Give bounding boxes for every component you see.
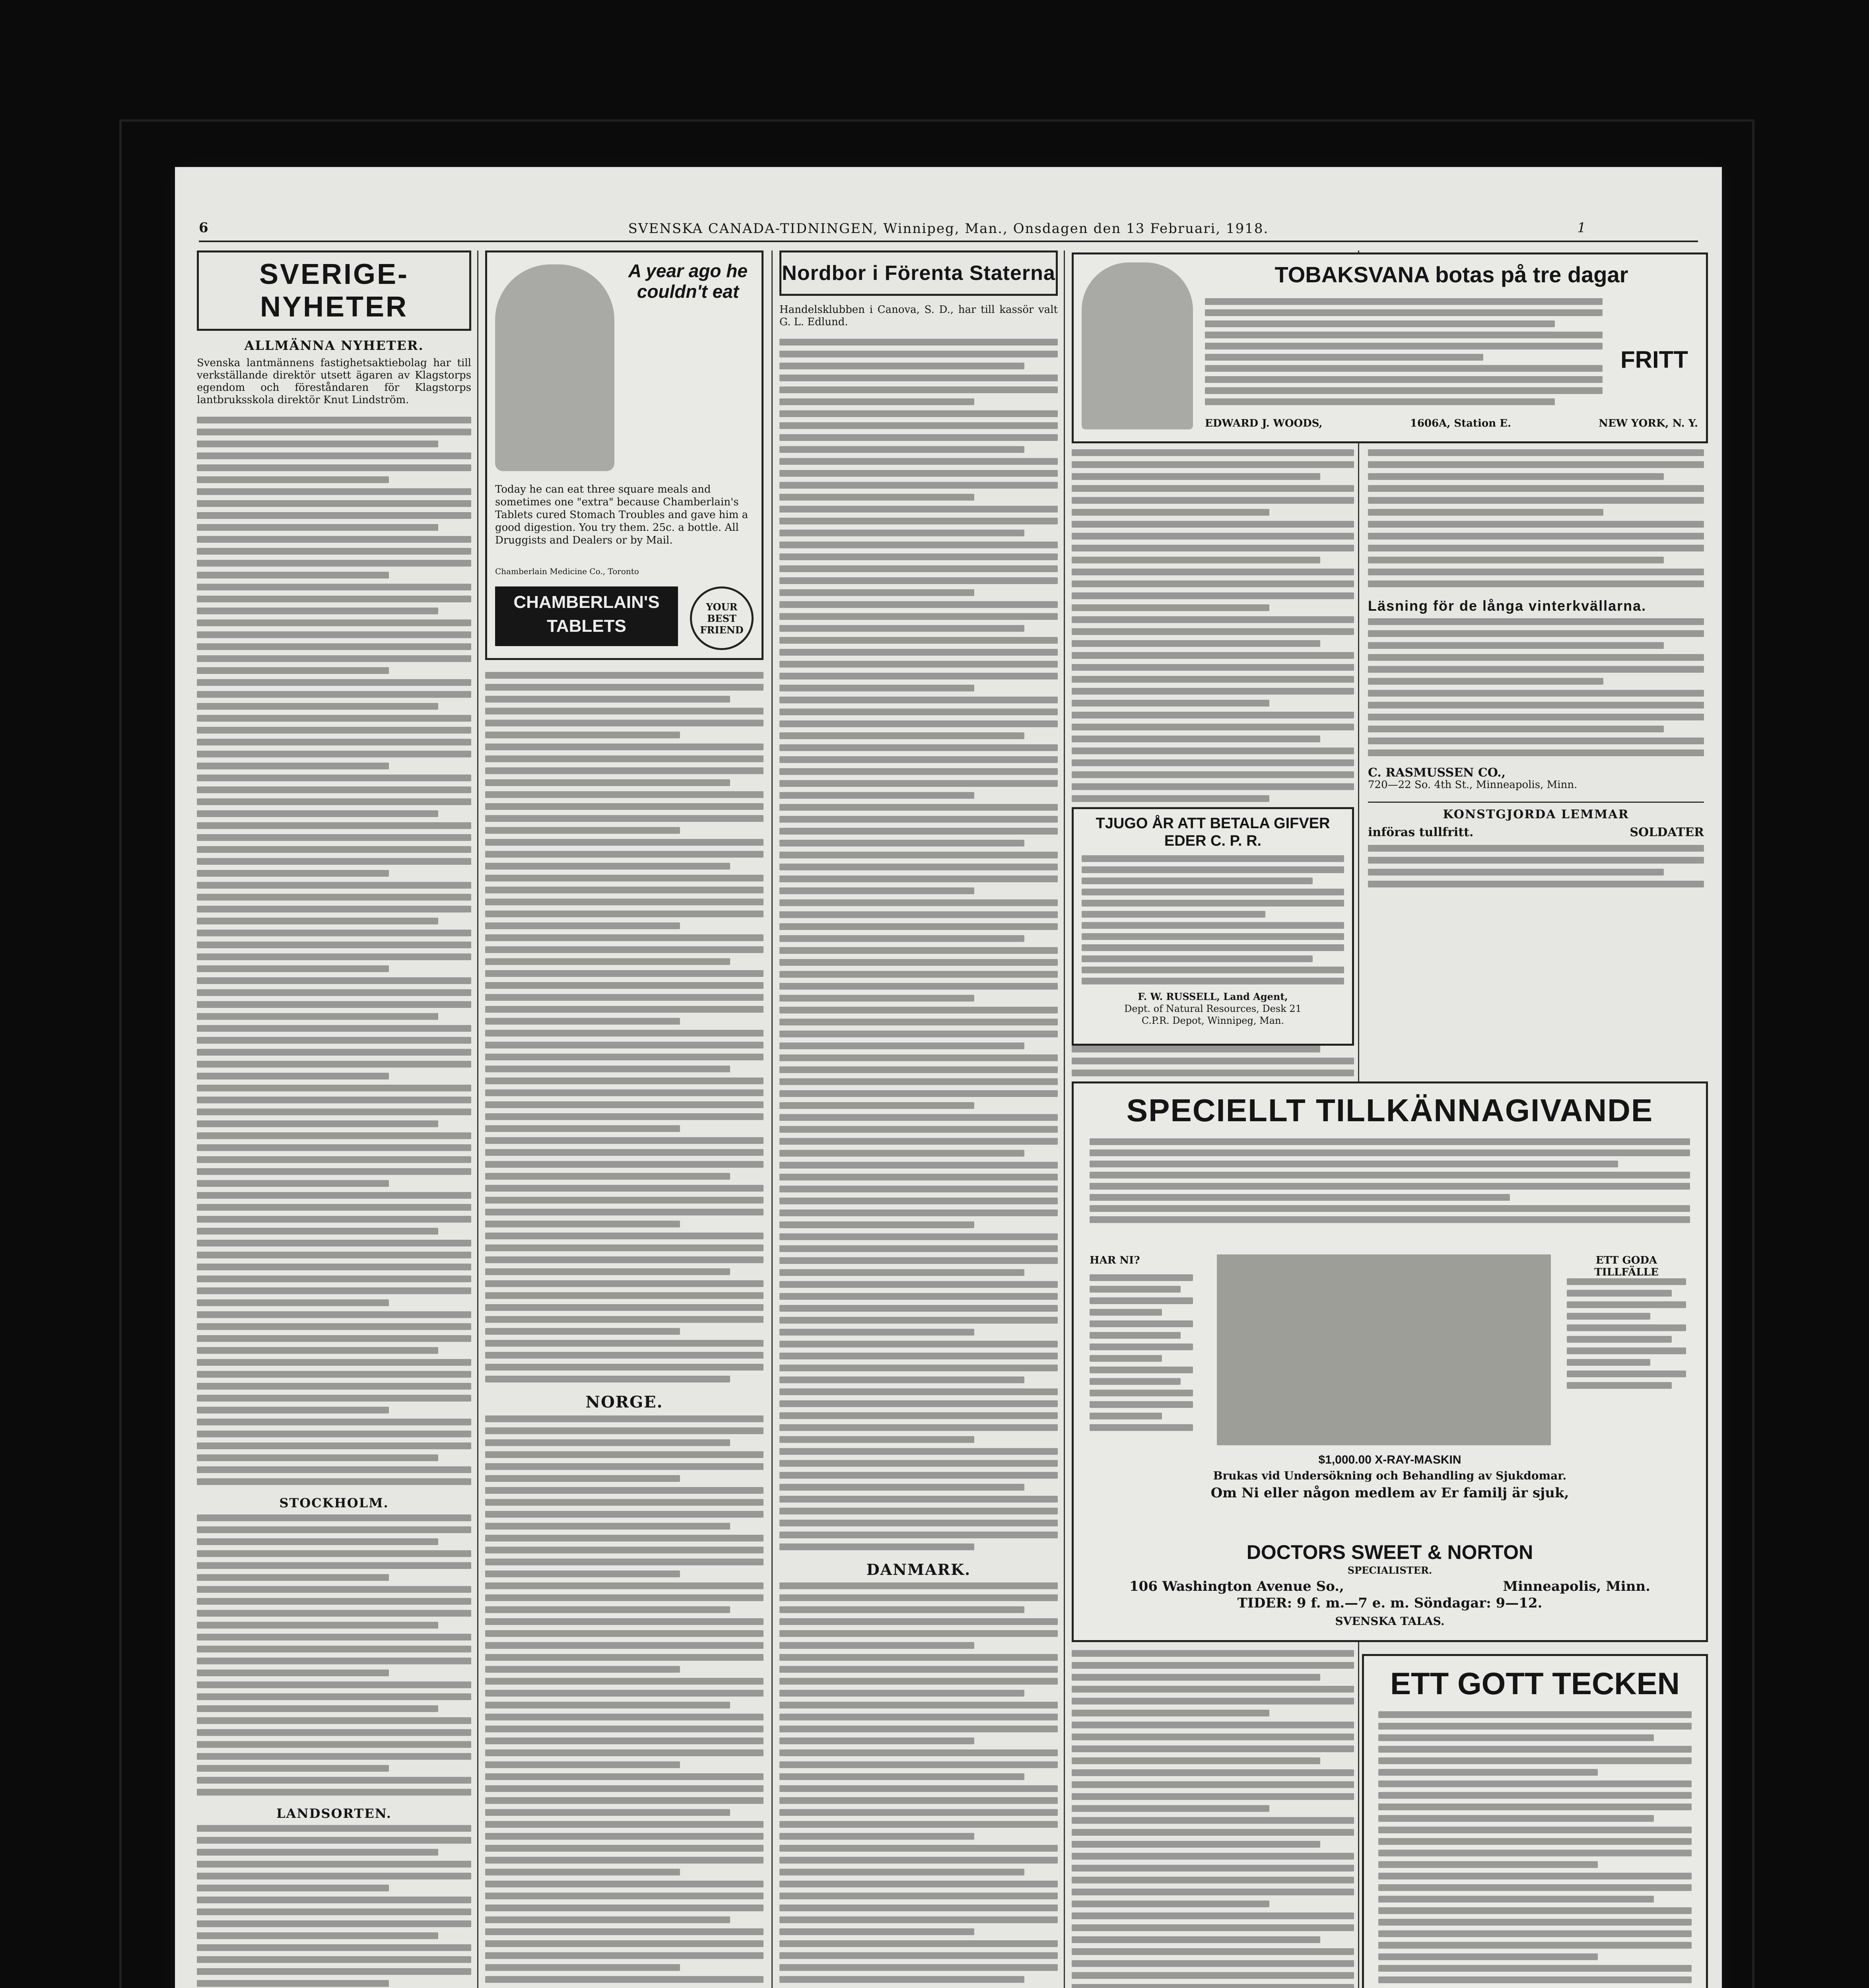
section-heading: STOCKHOLM. — [279, 1495, 389, 1510]
limbs-title: KONSTGJORDA LEMMAR — [1368, 802, 1704, 821]
chamberlain-ad — [485, 250, 764, 660]
column-nordbor — [779, 250, 1058, 1988]
lead-paragraph: Svenska lantmännens fastighetsaktiebolag har till verkställande direktör utsett ägaren av Klagstorps egendom och föreståndaren för Klagstorps lantbruksskola direktör Knut Lindström. — [197, 357, 471, 406]
doctors-sweet-norton-ad — [1072, 1081, 1708, 1642]
column-sverige — [197, 250, 471, 1988]
ad-headline: A year ago he couldn't eat — [628, 260, 748, 302]
xray-machine-illustration — [1217, 1254, 1551, 1445]
masthead: SVENSKA CANADA-TIDNINGEN, Winnipeg, Man., Onsdagen den 13 Februari, 1918. — [628, 221, 1269, 237]
ad-copy — [1205, 298, 1603, 405]
article-text — [197, 417, 471, 1485]
ad-address — [1205, 417, 1698, 429]
brand-banner: CHAMBERLAIN'S TABLETS — [495, 586, 678, 646]
doctors-address-line — [1129, 1578, 1650, 1594]
section-heading: NORGE. — [585, 1393, 663, 1411]
column-rule — [1064, 250, 1065, 1988]
best-friend-seal: YOUR BEST FRIEND — [690, 586, 754, 650]
portrait-illustration — [1082, 262, 1193, 429]
ett-gott-tecken-ad — [1362, 1654, 1708, 1988]
article-text — [779, 1582, 1058, 1988]
ad-headline: ETT GOTT TECKEN — [1390, 1666, 1680, 1701]
limbs-tag: SOLDATER — [1630, 825, 1704, 839]
ad-copy — [1090, 1138, 1690, 1223]
fritt-tag: FRITT — [1620, 346, 1688, 373]
land-address: C.P.R. Depot, Winnipeg, Man. — [1141, 1015, 1284, 1026]
office-hours: TIDER: 9 f. m.—7 e. m. Söndagar: 9—12. — [1237, 1595, 1543, 1611]
margin-mark: 1 — [1577, 220, 1587, 236]
doctors-city: Minneapolis, Minn. — [1503, 1578, 1650, 1594]
language-note: SVENSKA TALAS. — [1335, 1615, 1445, 1628]
section-heading: DANMARK. — [866, 1561, 971, 1578]
offer-text — [1567, 1278, 1686, 1389]
newspaper-page — [175, 167, 1722, 1988]
bookseller-name: C. RASMUSSEN CO., — [1368, 766, 1506, 780]
left-tag: HAR NI? — [1090, 1254, 1140, 1266]
doctors-address: 106 Washington Avenue So., — [1129, 1578, 1344, 1594]
ad-copy — [1378, 1711, 1692, 1983]
column-rule — [771, 250, 773, 1988]
ad-copy: Today he can eat three square meals and sometimes one "extra" because Chamberlain's Tablets cured Stomach Troubles and gave him a good digestion. You try them. 25c. a bottle. All Druggists and Dealers or by Mail. — [495, 483, 748, 546]
article-text — [197, 1825, 471, 1988]
lead-paragraph: Handelsklubben i Canova, S. D., har till kassör valt G. L. Edlund. — [779, 304, 1058, 328]
article-text — [1368, 618, 1704, 756]
address-name: EDWARD J. WOODS, — [1205, 417, 1323, 429]
article-text — [485, 672, 764, 1382]
article-text — [197, 1514, 471, 1796]
machine-caption: Brukas vid Undersökning och Behandling av Sjukdomar. — [1213, 1469, 1567, 1482]
article-text — [1368, 449, 1704, 587]
bookseller-address: 720—22 So. 4th St., Minneapolis, Minn. — [1368, 779, 1578, 791]
limbs-subline — [1368, 825, 1704, 839]
page-number: 6 — [199, 220, 209, 236]
column-4-lower — [1072, 1650, 1354, 1988]
article-text — [779, 339, 1058, 1550]
ad-question: Om Ni eller någon medlem av Er familj är sjuk, — [1210, 1485, 1569, 1501]
masthead-bar — [199, 217, 1698, 242]
doctors-name: DOCTORS SWEET & NORTON — [1246, 1541, 1533, 1563]
address-station: 1606A, Station E. — [1410, 417, 1512, 429]
right-tag: ETT GODA TILLFÄLLE — [1594, 1254, 1659, 1278]
ad-headline: TJUGO ÅR ATT BETALA GIFVER EDER C. P. R. — [1096, 815, 1330, 849]
section-heading: Läsning för de långa vinterkvällarna. — [1368, 598, 1647, 614]
land-dept: Dept. of Natural Resources, Desk 21 — [1124, 1003, 1302, 1014]
address-city: NEW YORK, N. Y. — [1599, 417, 1698, 429]
machine-label: $1,000.00 X-RAY-MASKIN — [1318, 1453, 1461, 1466]
ad-maker: Chamberlain Medicine Co., Toronto — [495, 567, 639, 576]
column-norge — [485, 250, 764, 1988]
ad-headline: SPECIELLT TILLKÄNNAGIVANDE — [1126, 1093, 1653, 1128]
ad-headline: TOBAKSVANA botas på tre dagar — [1274, 262, 1628, 287]
ad-copy — [1082, 855, 1344, 984]
article-text — [1368, 845, 1704, 887]
section-title: Nordbor i Förenta Staterna — [779, 250, 1058, 296]
column-rule — [477, 250, 478, 1988]
tobak-ad — [1072, 252, 1708, 443]
land-agent: F. W. RUSSELL, Land Agent, — [1138, 991, 1288, 1002]
cpr-land-ad — [1072, 807, 1354, 1046]
specialists-label: SPECIALISTER. — [1347, 1565, 1432, 1576]
article-text — [1072, 1650, 1354, 1988]
kicker: ALLMÄNNA NYHETER. — [244, 338, 424, 353]
man-eating-illustration — [495, 264, 614, 471]
article-text — [485, 1415, 764, 1988]
section-title: SVERIGE-NYHETER — [197, 250, 471, 331]
limbs-sub: införas tullfritt. — [1368, 825, 1474, 839]
symptom-list — [1090, 1274, 1193, 1431]
section-heading: LANDSORTEN. — [276, 1806, 392, 1821]
